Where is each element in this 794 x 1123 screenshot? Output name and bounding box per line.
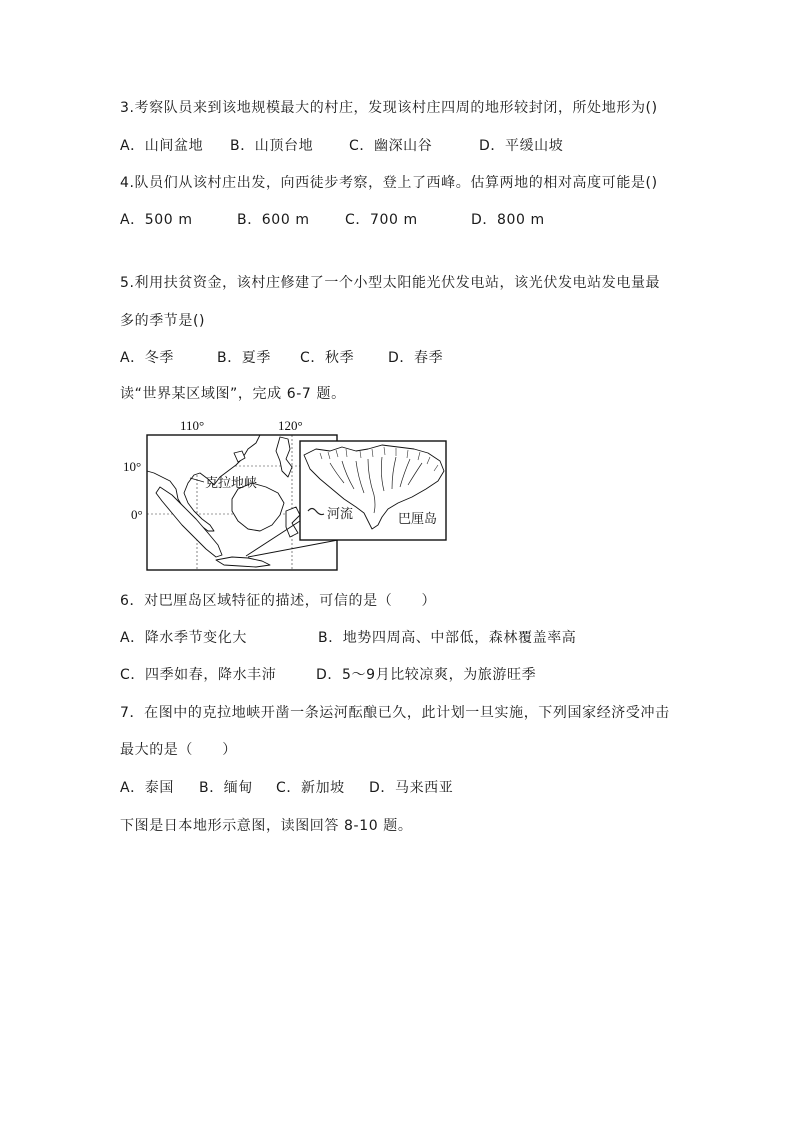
question-7-option-b: B．缅甸 [199,780,254,796]
question-7-stem-line-1: 7．在图中的克拉地峡开凿一条运河酝酿已久，此计划一旦实施，下列国家经济受冲击 [120,705,670,721]
question-7-option-d: D．马来西亚 [369,780,454,796]
question-7-option-a: A．泰国 [120,780,174,796]
kra-isthmus-label: 克拉地峡 [205,476,258,491]
question-6-stem: 6．对巴厘岛区域特征的描述，可信的是（ ） [120,593,437,609]
latitude-label-0: 0° [131,507,143,522]
river-legend-label: 河流 [327,507,354,522]
question-7-stem-line-2: 最大的是（ ） [120,742,237,758]
question-6-option-a: A．降水季节变化大 [120,630,247,646]
question-4-option-d: D．800 m [471,212,545,228]
question-5-option-c: C．秋季 [300,350,355,366]
question-5-option-d: D．春季 [388,350,444,366]
question-3-option-a: A．山间盆地 [120,138,204,154]
longitude-label-120: 120° [278,418,303,433]
question-4-option-a: A．500 m [120,212,193,228]
question-5-option-b: B．夏季 [217,350,272,366]
question-3-option-b: B．山顶台地 [230,138,314,154]
question-6-option-c: C．四季如春，降水丰沛 [120,667,277,683]
bali-island-label: 巴厘岛 [398,512,438,527]
question-5-option-a: A．冬季 [120,350,174,366]
longitude-label-110: 110° [180,418,205,433]
intro-questions-6-7: 读“世界某区域图”，完成 6-7 题。 [120,386,346,402]
question-4-option-b: B．600 m [237,212,310,228]
question-4-stem: 4.队员们从该村庄出发，向西徒步考察，登上了西峰。估算两地的相对高度可能是() [120,175,658,191]
region-map-figure [120,415,450,575]
question-6-option-b: B．地势四周高、中部低，森林覆盖率高 [318,630,577,646]
question-3-option-c: C．幽深山谷 [349,138,433,154]
question-4-option-c: C．700 m [345,212,418,228]
question-3-stem: 3.考察队员来到该地规模最大的村庄，发现该村庄四周的地形较封闭，所处地形为() [120,100,658,116]
latitude-label-10: 10° [123,459,142,474]
question-7-option-c: C．新加坡 [276,780,345,796]
question-5-stem-line-1: 5.利用扶贫资金，该村庄修建了一个小型太阳能光伏发电站，该光伏发电站发电量最 [120,275,661,291]
question-6-option-d: D．5～9月比较凉爽，为旅游旺季 [316,667,537,683]
question-5-stem-line-2: 多的季节是() [120,313,206,329]
question-3-option-d: D．平缓山坡 [479,138,564,154]
intro-questions-8-10: 下图是日本地形示意图，读图回答 8-10 题。 [120,818,413,834]
